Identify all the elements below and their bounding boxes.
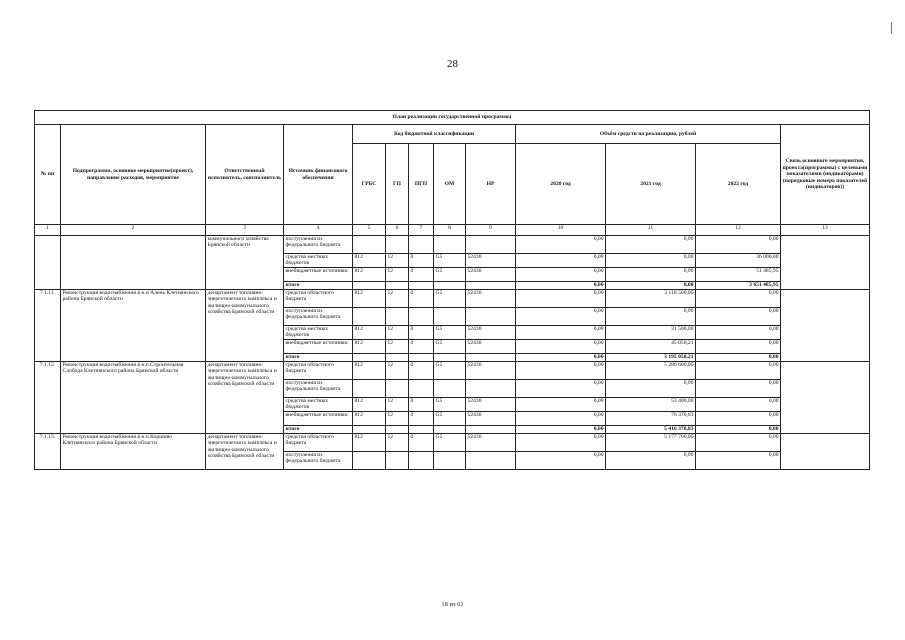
- om-cell: [434, 282, 466, 290]
- amount-2022-cell: 0,00: [696, 326, 781, 340]
- pgp-cell: 0: [409, 398, 434, 412]
- grbs-cell: [353, 282, 386, 290]
- np-cell: [466, 452, 516, 470]
- gp-cell: [386, 236, 409, 254]
- pgp-cell: [409, 282, 434, 290]
- om-cell: G5: [434, 254, 466, 268]
- gp-cell: 12: [386, 326, 409, 340]
- header-gp: ГП: [386, 144, 409, 225]
- header-2022: 2022 год: [696, 144, 781, 225]
- header-name: Подпрограмма, основное мероприятие(проект), направление расходов, мероприятие: [61, 125, 206, 225]
- row-name-cell: [61, 236, 206, 290]
- pgp-cell: 0: [409, 362, 434, 380]
- pgp-cell: [409, 452, 434, 470]
- gp-cell: 12: [386, 290, 409, 308]
- pgp-cell: 0: [409, 326, 434, 340]
- amount-2021-cell: 53 400,00: [606, 398, 696, 412]
- amount-2020-cell: 0,00: [516, 308, 606, 326]
- np-cell: [466, 308, 516, 326]
- header-executor: Ответственный исполнитель, соисполнитель: [206, 125, 284, 225]
- amount-2022-cell: 0,00: [696, 434, 781, 452]
- np-cell: 52430: [466, 268, 516, 282]
- amount-2020-cell: 0,00: [516, 354, 606, 362]
- row-source-cell: средства областного бюджета: [284, 362, 353, 380]
- row-source-cell: средства областного бюджета: [284, 434, 353, 452]
- om-cell: G5: [434, 398, 466, 412]
- om-cell: G5: [434, 340, 466, 354]
- amount-2021-cell: 45 050,21: [606, 340, 696, 354]
- amount-2022-cell: 0,00: [696, 362, 781, 380]
- grbs-cell: [353, 426, 386, 434]
- pgp-cell: 0: [409, 434, 434, 452]
- header-source: Источник финансового обеспечения: [284, 125, 353, 225]
- amount-2021-cell: 0,00: [606, 282, 696, 290]
- row-source-cell: поступления из федерального бюджета: [284, 308, 353, 326]
- grbs-cell: 812: [353, 326, 386, 340]
- gp-cell: 12: [386, 412, 409, 426]
- amount-2021-cell: 31 500,00: [606, 326, 696, 340]
- header-om: ОМ: [434, 144, 466, 225]
- pgp-cell: 0: [409, 290, 434, 308]
- pgp-cell: [409, 308, 434, 326]
- row-source-cell: средства местных бюджетов: [284, 254, 353, 268]
- grbs-cell: [353, 308, 386, 326]
- om-cell: [434, 354, 466, 362]
- row-source-cell: итого: [284, 282, 353, 290]
- grbs-cell: 812: [353, 434, 386, 452]
- column-number: 8: [434, 225, 466, 236]
- amount-2021-cell: 0,00: [606, 236, 696, 254]
- page-edge-mark: [891, 22, 892, 34]
- row-source-cell: внебюджетные источники: [284, 412, 353, 426]
- column-number: 5: [353, 225, 386, 236]
- amount-2022-cell: 0,00: [696, 452, 781, 470]
- grbs-cell: [353, 236, 386, 254]
- grbs-cell: 812: [353, 398, 386, 412]
- amount-2022-cell: 0,00: [696, 354, 781, 362]
- om-cell: G5: [434, 326, 466, 340]
- pgp-cell: 0: [409, 254, 434, 268]
- amount-2021-cell: 0,00: [606, 452, 696, 470]
- column-number: 11: [606, 225, 696, 236]
- amount-2020-cell: 0,00: [516, 326, 606, 340]
- np-cell: 52430: [466, 326, 516, 340]
- row-name-cell: Реконструкция водоснабжения в н.п.Коршиво Клетнянского района Брянской области: [61, 434, 206, 470]
- amount-2020-cell: 0,00: [516, 236, 606, 254]
- om-cell: G5: [434, 412, 466, 426]
- np-cell: 52430: [466, 340, 516, 354]
- np-cell: 52430: [466, 290, 516, 308]
- row-source-cell: поступления из федерального бюджета: [284, 236, 353, 254]
- amount-2022-cell: 0,00: [696, 340, 781, 354]
- om-cell: [434, 380, 466, 398]
- header-funds-group: Объём средств на реализацию, рублей: [516, 125, 781, 144]
- row-name-cell: Реконструкция водоснабжения в н.п.Строительная Слобода Клетнянского района Брянской области: [61, 362, 206, 434]
- gp-cell: 12: [386, 254, 409, 268]
- header-pgp: ПГП: [409, 144, 434, 225]
- amount-2021-cell: 5 286 600,00: [606, 362, 696, 380]
- pgp-cell: [409, 354, 434, 362]
- header-num: № пп: [35, 125, 61, 225]
- np-cell: 52430: [466, 412, 516, 426]
- amount-2021-cell: 5 177 700,00: [606, 434, 696, 452]
- header-2020: 2020 год: [516, 144, 606, 225]
- page-footer: 18 из 61: [441, 601, 464, 608]
- amount-2020-cell: 0,00: [516, 362, 606, 380]
- grbs-cell: 812: [353, 290, 386, 308]
- column-number: 3: [206, 225, 284, 236]
- pgp-cell: 0: [409, 268, 434, 282]
- om-cell: G5: [434, 268, 466, 282]
- header-np: НР: [466, 144, 516, 225]
- column-number: 6: [386, 225, 409, 236]
- om-cell: G5: [434, 362, 466, 380]
- indicator-link-cell: [781, 434, 870, 470]
- table-row: [35, 434, 870, 452]
- amount-2021-cell: 76 370,83: [606, 412, 696, 426]
- gp-cell: [386, 426, 409, 434]
- amount-2021-cell: 0,00: [606, 380, 696, 398]
- gp-cell: [386, 354, 409, 362]
- amount-2021-cell: 3 195 050,21: [606, 354, 696, 362]
- gp-cell: [386, 308, 409, 326]
- page-number: 28: [447, 58, 458, 70]
- column-number: 2: [61, 225, 206, 236]
- row-source-cell: внебюджетные источники: [284, 268, 353, 282]
- np-cell: [466, 426, 516, 434]
- gp-cell: [386, 282, 409, 290]
- row-source-cell: итого: [284, 354, 353, 362]
- header-2021: 2021 год: [606, 144, 696, 225]
- amount-2020-cell: 0,00: [516, 290, 606, 308]
- np-cell: [466, 236, 516, 254]
- row-num-cell: 7.1.12.: [35, 362, 61, 434]
- column-number: 13: [781, 225, 870, 236]
- column-number: 10: [516, 225, 606, 236]
- amount-2022-cell: 0,00: [696, 236, 781, 254]
- amount-2020-cell: 0,00: [516, 412, 606, 426]
- grbs-cell: 812: [353, 412, 386, 426]
- column-number: 4: [284, 225, 353, 236]
- row-executor-cell: департамент топливно-энергетического комплекса и жилищно-коммунального хозяйства Брянской области: [206, 362, 284, 434]
- amount-2021-cell: 0,00: [606, 268, 696, 282]
- grbs-cell: [353, 452, 386, 470]
- np-cell: [466, 282, 516, 290]
- gp-cell: 12: [386, 398, 409, 412]
- amount-2021-cell: 0,00: [606, 254, 696, 268]
- amount-2020-cell: 0,00: [516, 268, 606, 282]
- amount-2022-cell: 0,00: [696, 398, 781, 412]
- amount-2020-cell: 0,00: [516, 426, 606, 434]
- table-title: План реализации государственной программы: [35, 111, 870, 125]
- grbs-cell: 812: [353, 362, 386, 380]
- om-cell: [434, 308, 466, 326]
- amount-2022-cell: 0,00: [696, 426, 781, 434]
- om-cell: G5: [434, 290, 466, 308]
- pgp-cell: [409, 426, 434, 434]
- grbs-cell: 812: [353, 340, 386, 354]
- grbs-cell: [353, 380, 386, 398]
- amount-2020-cell: 0,00: [516, 380, 606, 398]
- np-cell: 52430: [466, 254, 516, 268]
- amount-2020-cell: 0,00: [516, 340, 606, 354]
- table-row: [35, 362, 870, 380]
- np-cell: 52430: [466, 398, 516, 412]
- amount-2021-cell: 3 118 500,00: [606, 290, 696, 308]
- row-source-cell: средства областного бюджета: [284, 290, 353, 308]
- gp-cell: 12: [386, 362, 409, 380]
- column-number: 7: [409, 225, 434, 236]
- pgp-cell: 0: [409, 412, 434, 426]
- amount-2022-cell: 51 485,95: [696, 268, 781, 282]
- amount-2020-cell: 0,00: [516, 452, 606, 470]
- amount-2022-cell: 0,00: [696, 412, 781, 426]
- amount-2020-cell: 0,00: [516, 282, 606, 290]
- column-number: 9: [466, 225, 516, 236]
- program-plan-table: [34, 110, 870, 470]
- row-source-cell: средства местных бюджетов: [284, 398, 353, 412]
- pgp-cell: [409, 236, 434, 254]
- np-cell: 52430: [466, 362, 516, 380]
- indicator-link-cell: [781, 290, 870, 362]
- row-executor-cell: департамент топливно-энергетического комплекса и жилищно-коммунального хозяйства Брянской области: [206, 290, 284, 362]
- amount-2021-cell: 5 416 370,83: [606, 426, 696, 434]
- row-executor-cell: департамент топливно-энергетического комплекса и жилищно-коммунального хозяйства Брянской области: [206, 434, 284, 470]
- row-num-cell: 7.1.11.: [35, 290, 61, 362]
- np-cell: [466, 380, 516, 398]
- row-executor-cell: коммунального хозяйства Брянской области: [206, 236, 284, 290]
- om-cell: [434, 426, 466, 434]
- pgp-cell: [409, 380, 434, 398]
- gp-cell: [386, 380, 409, 398]
- om-cell: G5: [434, 434, 466, 452]
- row-source-cell: поступления из федерального бюджета: [284, 452, 353, 470]
- amount-2020-cell: 0,00: [516, 398, 606, 412]
- np-cell: 52430: [466, 434, 516, 452]
- np-cell: [466, 354, 516, 362]
- amount-2021-cell: 0,00: [606, 308, 696, 326]
- row-source-cell: внебюджетные источники: [284, 340, 353, 354]
- gp-cell: 12: [386, 434, 409, 452]
- om-cell: [434, 236, 466, 254]
- gp-cell: [386, 452, 409, 470]
- pgp-cell: 0: [409, 340, 434, 354]
- header-indicator-link: Связь основного мероприятия, проекта(программы) с целевыми показателями (индикаторами) (порядковые номера показателей (индикаторов)): [781, 125, 870, 225]
- indicator-link-cell: [781, 362, 870, 434]
- row-source-cell: средства местных бюджетов: [284, 326, 353, 340]
- grbs-cell: 812: [353, 268, 386, 282]
- gp-cell: 12: [386, 268, 409, 282]
- row-source-cell: поступления из федерального бюджета: [284, 380, 353, 398]
- amount-2022-cell: 0,00: [696, 290, 781, 308]
- amount-2022-cell: 3 651 485,95: [696, 282, 781, 290]
- row-source-cell: итого: [284, 426, 353, 434]
- amount-2022-cell: 0,00: [696, 380, 781, 398]
- amount-2020-cell: 0,00: [516, 254, 606, 268]
- header-grbs: ГРБС: [353, 144, 386, 225]
- gp-cell: 12: [386, 340, 409, 354]
- grbs-cell: 812: [353, 254, 386, 268]
- column-number: 12: [696, 225, 781, 236]
- row-num-cell: [35, 236, 61, 290]
- row-name-cell: Реконструкция водоснабжения в н.п Алень Клетнянского района Брянской области: [61, 290, 206, 362]
- amount-2022-cell: 0,00: [696, 308, 781, 326]
- header-budget-code-group: Код бюджетной классификации: [353, 125, 516, 144]
- table-row: [35, 290, 870, 308]
- om-cell: [434, 452, 466, 470]
- amount-2020-cell: 0,00: [516, 434, 606, 452]
- row-num-cell: 7.1.13.: [35, 434, 61, 470]
- amount-2022-cell: 36 000,00: [696, 254, 781, 268]
- grbs-cell: [353, 354, 386, 362]
- indicator-link-cell: [781, 236, 870, 290]
- table-row: [35, 236, 870, 254]
- column-number: 1: [35, 225, 61, 236]
